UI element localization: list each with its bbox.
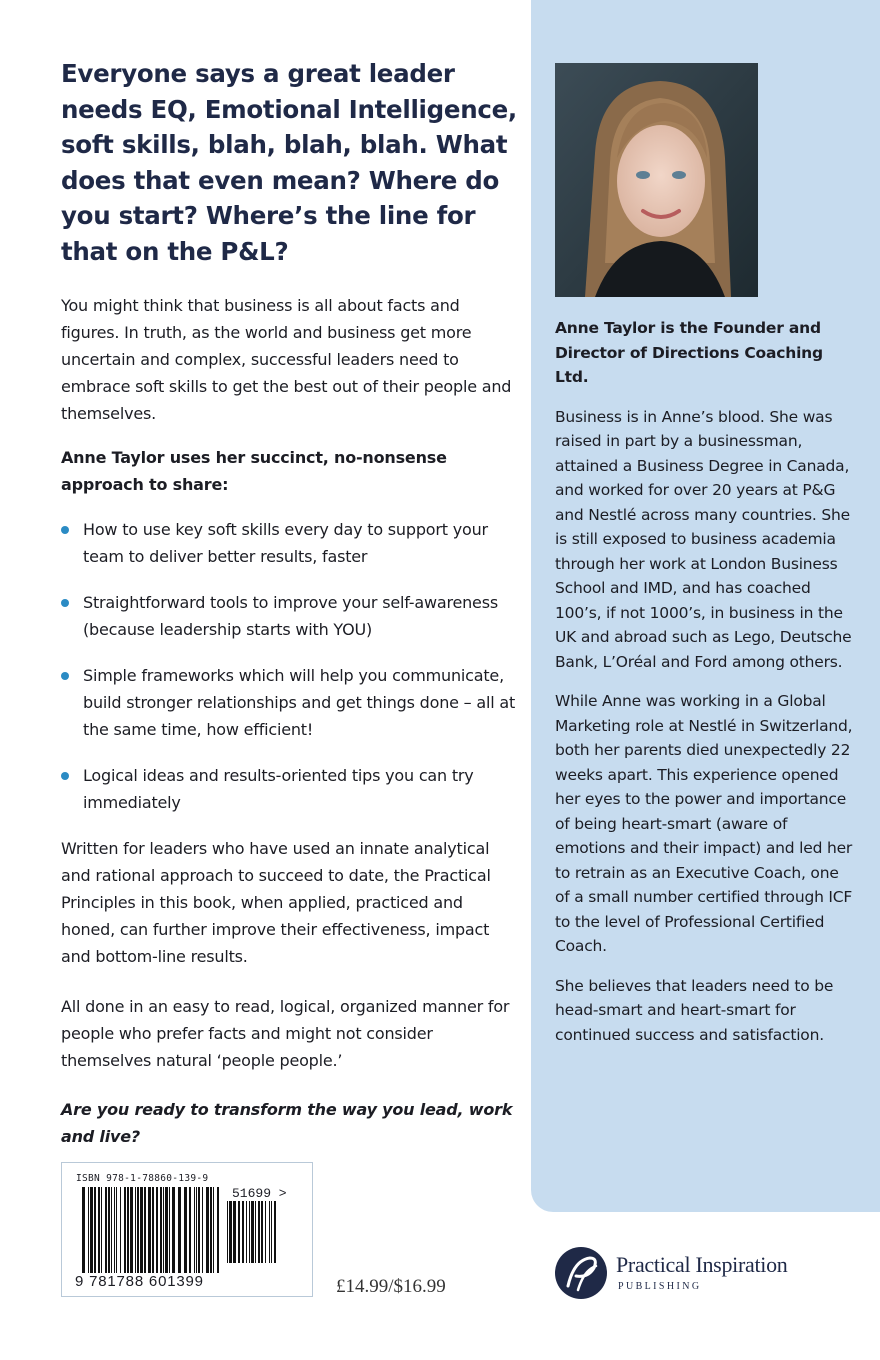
author-paragraph: Business is in Anne’s blood. She was raised in part by a businessman, attained a Business Degree in Canada, and worked for over 20 years at P&G and Nestlé across many countries. She is still exposed to business academia through her work at London Business School and IMD, and has coached 100’s, if not 1000’s, in business in the UK and abroad such as Lego, Deutsche Bank, L’Oréal and Ford among others.	[555, 407, 852, 671]
publisher-emblem-icon	[554, 1246, 608, 1300]
barcode-bar	[124, 1187, 126, 1273]
barcode-bar	[258, 1201, 260, 1263]
barcode-bar	[251, 1201, 254, 1263]
barcode-bar	[152, 1187, 154, 1273]
barcode-bar	[88, 1187, 89, 1273]
barcode-bar	[90, 1187, 93, 1273]
barcode-bar	[227, 1201, 228, 1263]
headline: Everyone says a great leader needs EQ, Emotional Intelligence, soft skills, blah, blah, blah. What does that even mean? Where do you start? Where’s the line for that on the P&L?	[61, 59, 517, 266]
barcode-bar	[98, 1187, 100, 1273]
barcode-bar	[135, 1187, 136, 1273]
barcode-bar	[94, 1187, 96, 1273]
author-photo	[555, 63, 758, 297]
barcode-bar	[120, 1187, 121, 1273]
barcode-bar	[101, 1187, 102, 1273]
barcode-bar	[194, 1187, 195, 1273]
barcode-bar	[233, 1201, 236, 1263]
addon-barcode-icon	[227, 1201, 279, 1281]
bullet-list	[61, 516, 521, 816]
barcode-bar	[246, 1201, 247, 1263]
barcode-bar	[178, 1187, 181, 1273]
barcode-bar	[229, 1201, 232, 1263]
barcode-bar	[105, 1187, 107, 1273]
barcode-bar	[196, 1187, 197, 1273]
call-to-action: Are you ready to transform the way you lead, work and live?	[61, 1100, 513, 1146]
barcode-bar	[160, 1187, 162, 1273]
barcode-bar	[198, 1187, 200, 1273]
barcode-bar	[269, 1201, 270, 1263]
bullet-item	[61, 762, 521, 816]
barcode-bar	[116, 1187, 117, 1273]
bullet-text: How to use key soft skills every day to support your team to deliver better results, faster	[83, 520, 488, 566]
barcode-bar	[249, 1201, 250, 1263]
bullet-text: Simple frameworks which will help you communicate, build stronger relationships and get things done – all at the same time, how efficient!	[83, 666, 516, 739]
barcode-bar	[111, 1187, 112, 1273]
barcode-bar	[148, 1187, 151, 1273]
bullet-item	[61, 662, 521, 743]
bullet-item	[61, 589, 521, 643]
barcode-bar	[210, 1187, 212, 1273]
barcode-bar	[108, 1187, 110, 1273]
ean-barcode-icon	[82, 1187, 222, 1287]
all-done-paragraph: All done in an easy to read, logical, organized manner for people who prefer facts and might not consider themselves natural ‘people people.’	[61, 997, 510, 1070]
publisher-logo	[554, 1246, 834, 1302]
barcode-bar	[206, 1187, 209, 1273]
barcode-bar	[82, 1187, 85, 1273]
barcode-bar	[274, 1201, 276, 1263]
barcode-bar	[172, 1187, 175, 1273]
author-paragraph: She believes that leaders need to be head-smart and heart-smart for continued success and satisfaction.	[555, 976, 834, 1044]
barcode-bar	[213, 1187, 214, 1273]
blurb-column	[61, 56, 521, 1150]
barcode-bar	[114, 1187, 115, 1273]
intro-paragraph: You might think that business is all about facts and figures. In truth, as the world and business get more uncertain and complex, successful leaders need to embrace soft skills to get the best out of their people and themselves.	[61, 296, 512, 423]
barcode-bar	[127, 1187, 129, 1273]
barcode-bar	[189, 1187, 191, 1273]
written-for-paragraph: Written for leaders who have used an innate analytical and rational approach to succeed to date, the Practical Principles in this book, when applied, practiced and honed, can further improve their effectiveness, impact and bottom-line results.	[61, 839, 491, 966]
bullet-text: Logical ideas and results-oriented tips you can try immediately	[83, 766, 474, 812]
barcode-bar	[156, 1187, 158, 1273]
barcode-bar	[184, 1187, 187, 1273]
barcode-bar	[140, 1187, 143, 1273]
barcode-bar	[137, 1187, 139, 1273]
author-panel	[531, 0, 880, 1212]
publisher-sub: PUBLISHING	[618, 1281, 702, 1292]
barcode-bar	[271, 1201, 272, 1263]
author-portrait-image	[555, 63, 758, 297]
barcode-bar	[255, 1201, 256, 1263]
ean-digits: 9 781788 601399	[75, 1273, 204, 1290]
bullet-dot-icon	[61, 599, 69, 607]
barcode-bar	[265, 1201, 266, 1263]
barcode-bar	[169, 1187, 170, 1273]
bullet-dot-icon	[61, 526, 69, 534]
share-intro: Anne Taylor uses her succinct, no-nonsense approach to share:	[61, 448, 447, 494]
barcode-bar	[163, 1187, 164, 1273]
author-lead: Anne Taylor is the Founder and Director of Directions Coaching Ltd.	[555, 319, 823, 386]
addon-digits: 51699 >	[232, 1186, 287, 1201]
barcode-bar	[261, 1201, 263, 1263]
author-paragraph: While Anne was working in a Global Marketing role at Nestlé in Switzerland, both her parents died unexpectedly 22 weeks apart. This experience opened her eyes to the power and importance of being heart-smart (aware of emotions and their impact) and led her to retrain as an Executive Coach, one of a small number certified through ICF to the level of Professional Certified Coach.	[555, 692, 853, 955]
barcode-bar	[165, 1187, 168, 1273]
barcode-box	[61, 1162, 313, 1297]
publisher-name: Practical Inspiration	[616, 1252, 788, 1277]
barcode-bar	[242, 1201, 244, 1263]
barcode-bar	[144, 1187, 146, 1273]
bullet-dot-icon	[61, 672, 69, 680]
bullet-text: Straightforward tools to improve your self-awareness (because leadership starts with YOU)	[83, 593, 498, 639]
barcode-bar	[130, 1187, 133, 1273]
barcode-bar	[238, 1201, 240, 1263]
barcode-bar	[202, 1187, 203, 1273]
author-bio	[555, 316, 855, 1047]
price: £14.99/$16.99	[336, 1276, 446, 1297]
isbn-label: ISBN 978-1-78860-139-9	[76, 1173, 209, 1184]
bullet-dot-icon	[61, 772, 69, 780]
bullet-item	[61, 516, 521, 570]
barcode-bar	[217, 1187, 219, 1273]
